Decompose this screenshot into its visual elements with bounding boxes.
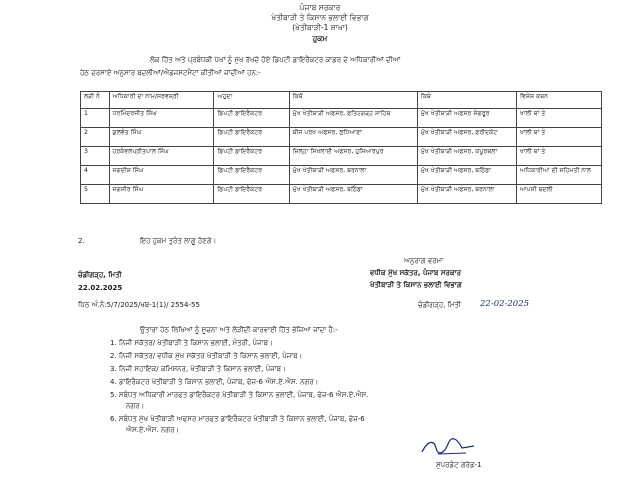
cell-to: ਮੁੱਖ ਖੇਤੀਬਾੜੀ ਅਫਸਰ ਸੰਗਰੂਰ: [417, 109, 516, 128]
cell-to: ਮੁੱਖ ਖੇਤੀਬਾੜੀ ਅਫਸਰ, ਬਰਨਾਲਾ: [417, 185, 516, 204]
cell-post: ਡਿਪਟੀ ਡਾਇਰੈਕਟਰ: [214, 147, 289, 166]
signatory-title: ਵਧੀਕ ਮੁੱਖ ਸਕੱਤਰ, ਪੰਜਾਬ ਸਰਕਾਰ: [370, 269, 461, 277]
cell-post: ਡਿਪਟੀ ਡਾਇਰੈਕਟਰ: [214, 128, 289, 147]
point-2-number: 2.: [78, 237, 85, 245]
cell-post: ਡਿਪਟੀ ਡਾਇਰੈਕਟਰ: [214, 185, 289, 204]
handwritten-signature: [418, 436, 478, 458]
signatory-department: ਖੇਤੀਬਾੜੀ ਤੇ ਕਿਸਾਨ ਭਲਾਈ ਵਿਭਾਗ: [370, 281, 462, 289]
endorsement-handwritten-date: 22-02-2025: [480, 299, 530, 309]
issue-date: 22.02.2025: [78, 284, 123, 292]
table-row: [81, 166, 602, 185]
cell-sr: 2: [81, 128, 110, 147]
cell-to: ਮੁੱਖ ਖੇਤੀਬਾੜੀ ਅਫਸਰ, ਫਰੀਦਕੋਟ: [417, 128, 516, 147]
endorsement-item: 3. ਨਿਜੀ ਸਹਾਇਕ/ ਕਮਿਸ਼ਨਰ, ਖੇਤੀਬਾੜੀ ਤੇ ਕਿਸਾਨ ਭਲਾਈ, ਪੰਜਾਬ।: [110, 365, 286, 373]
header-remarks: ਵਿਸ਼ੇਸ਼ ਕਥਨ: [516, 92, 601, 109]
cell-remark: ਖਾਲੀ ਥਾਂ ਤੇ: [516, 109, 601, 128]
cell-name: ਹਰਕੰਵਲਪ੍ਰੀਤਪਾਲ ਸਿੰਘ: [109, 147, 214, 166]
cell-post: ਡਿਪਟੀ ਡਾਇਰੈਕਟਰ: [214, 109, 289, 128]
superintendent-title: ਸੁਪਰਡੰਟ ਗਰੇਡ-1: [436, 461, 482, 469]
header-post: ਅਹੁਦਾ: [214, 92, 289, 109]
cell-sr: 5: [81, 185, 110, 204]
header-government: ਪੰਜਾਬ ਸਰਕਾਰ: [299, 3, 341, 12]
endorsement-item: 5. ਸਬੰਧਤ ਅਧਿਕਾਰੀ ਮਾਰਫਤ ਡਾਇਰੈਕਟਰ ਖੇਤੀਬਾੜੀ ਤੇ ਕਿਸਾਨ ਭਲਾਈ, ਪੰਜਾਬ, ਫੇਜ਼-6 ਐਸ.ਏ.ਐਸ.: [110, 391, 369, 399]
header-order: ਹੁਕਮ: [312, 34, 328, 43]
cell-from: ਜ਼ਿਲ੍ਹਾ ਸਿਖਲਾਈ ਅਫਸਰ, ਹੁਸ਼ਿਆਰਪੁਰ: [289, 147, 417, 166]
cell-name: ਜਗਸੀਰ ਸਿੰਘ: [109, 185, 214, 204]
signatory-name: ਅਨੁਰਾਗ ਵਰਮਾ: [404, 257, 444, 265]
endorsement-item: 6. ਸਬੰਧਤ ਮੁੱਖ ਖੇਤੀਬਾੜੀ ਅਫਸਰ ਮਾਰਫਤ ਡਾਇਰੈਕਟਰ ਖੇਤੀਬਾੜੀ ਤੇ ਕਿਸਾਨ ਭਲਾਈ, ਪੰਜਾਬ, ਫੇਜ਼-6: [110, 415, 365, 423]
cell-post: ਡਿਪਟੀ ਡਾਇਰੈਕਟਰ: [214, 166, 289, 185]
cell-sr: 3: [81, 147, 110, 166]
transfer-table: [80, 91, 602, 204]
endorsement-item: 1. ਨਿਜੀ ਸਕੱਤਰ/ ਖੇਤੀਬਾੜੀ ਤੇ ਕਿਸਾਨ ਭਲਾਈ, ਮੰਤਰੀ, ਪੰਜਾਬ।: [110, 339, 273, 347]
intro-line-1: ਲੋਕ ਹਿੱਤ ਅਤੇ ਪ੍ਰਬੰਧਕੀ ਪੱਖਾਂ ਨੂੰ ਮੁੱਖ ਰੱਖਦੇ ਹੋਏ ਡਿਪਟੀ ਡਾਇਰੈਕਟਰ ਕਾਡਰ ਦੇ ਅਧਿਕਾਰੀਆਂ ਦੀਆਂ: [150, 56, 401, 64]
cell-remark: ਖਾਲੀ ਥਾਂ ਤੇ: [516, 128, 601, 147]
cell-name: ਕੁਲਵੰਤ ਸਿੰਘ: [109, 128, 214, 147]
table-header-row: [81, 92, 602, 109]
header-branch: (ਖੇਤੀਬਾੜੀ-1 ਸ਼ਾਖਾ): [292, 23, 348, 32]
endorsement-number: ਪਿੱਠ ਅੰ.ਨੰ:5/7/2025/ਖਬ-1(1)/ 2554-55: [78, 301, 200, 309]
table-row: [81, 147, 602, 166]
endorsement-item: 4. ਡਾਇਰੈਕਟਰ ਖੇਤੀਬਾੜੀ ਤੇ ਕਿਸਾਨ ਭਲਾਈ, ਪੰਜਾਬ, ਫੇਜ਼-6 ਐਸ.ਏ.ਐਸ. ਨਗਰ।: [110, 378, 319, 386]
endorsement-item-continued: ਨਗਰ।: [126, 402, 145, 410]
endorsement-intro: ਉਤਾਰਾ ਹੇਠ ਲਿਖਿਆਂ ਨੂੰ ਸੂਚਨਾ ਅਤੇ ਲੋੜੀਂਦੀ ਕਾਰਵਾਈ ਹਿੱਤ ਭੇਜਿਆ ਜਾਂਦਾ ਹੈ:-: [140, 326, 338, 334]
cell-from: ਮੁੱਖ ਖੇਤੀਬਾੜੀ ਅਫਸਰ, ਫਤਿਹਗੜ੍ਹ ਸਾਹਿਬ: [289, 109, 417, 128]
intro-line-2: ਹੇਠ ਦਰਸਾਏ ਅਨੁਸਾਰ ਬਦਲੀਆਂ/ਐਡਜਸਟਮੈਂਟਾਂ ਕੀਤੀਆਂ ਜਾਂਦੀਆਂ ਹਨ:-: [80, 69, 261, 77]
table-row: [81, 185, 602, 204]
cell-to: ਮੁੱਖ ਖੇਤੀਬਾੜੀ ਅਫਸਰ, ਬਠਿੰਡਾ: [417, 166, 516, 185]
cell-name: ਧਰਮਿੰਦਰਜੀਤ ਸਿੰਘ: [109, 109, 214, 128]
header-name: ਅਧਿਕਾਰੀ ਦਾ ਨਾਮ/ਸਰਵਸ਼੍ਰੀ: [109, 92, 214, 109]
table-row: [81, 109, 602, 128]
cell-from: ਬੀਜ ਪਰਖ ਅਫਸਰ, ਲੁਧਿਆਣਾ: [289, 128, 417, 147]
cell-name: ਜਗਦੀਸ਼ ਸਿੰਘ: [109, 166, 214, 185]
endorsement-place: ਚੰਡੀਗੜ੍ਹ, ਮਿਤੀ: [418, 301, 462, 309]
endorsement-item-continued: ਐਸ.ਏ.ਐਸ. ਨਗਰ।: [126, 426, 180, 434]
cell-sr: 1: [81, 109, 110, 128]
cell-from: ਮੁੱਖ ਖੇਤੀਬਾੜੀ ਅਫਸਰ, ਬਰਨਾਲਾ: [289, 166, 417, 185]
header-from: ਕਿਥੋਂ: [289, 92, 417, 109]
header-department: ਖੇਤੀਬਾੜੀ ਤੇ ਕਿਸਾਨ ਭਲਾਈ ਵਿਭਾਗ: [271, 13, 369, 22]
endorsement-item: 2. ਨਿਜੀ ਸਕੱਤਰ/ ਵਧੀਕ ਮੁੱਖ ਸਕੱਤਰ ਖੇਤੀਬਾੜੀ ਤੇ ਕਿਸਾਨ ਭਲਾਈ, ਪੰਜਾਬ।: [110, 352, 303, 360]
cell-sr: 4: [81, 166, 110, 185]
header-sr: ਲੜੀ ਨੰ: [81, 92, 110, 109]
cell-remark: ਆਪਸੀ ਬਦਲੀ: [516, 185, 601, 204]
point-2-text: ਇਹ ਹੁਕਮ ਤੁਰੰਤ ਲਾਗੂ ਹੋਣਗੇ।: [140, 237, 217, 245]
issue-place: ਚੰਡੀਗੜ੍ਹ, ਮਿਤੀ: [78, 271, 122, 279]
cell-remark: ਖਾਲੀ ਥਾਂ ਤੇ: [516, 147, 601, 166]
cell-to: ਮੁੱਖ ਖੇਤੀਬਾੜੀ ਅਫਸਰ, ਕਪੂਰਥਲਾ: [417, 147, 516, 166]
header-to: ਕਿਥੇ: [417, 92, 516, 109]
table-row: [81, 128, 602, 147]
cell-from: ਮੁੱਖ ਖੇਤੀਬਾੜੀ ਅਫਸਰ, ਬਠਿੰਡਾ: [289, 185, 417, 204]
cell-remark: ਅਧਿਕਾਰੀਆਂ ਦੀ ਸਹਿਮਤੀ ਨਾਲ: [516, 166, 601, 185]
